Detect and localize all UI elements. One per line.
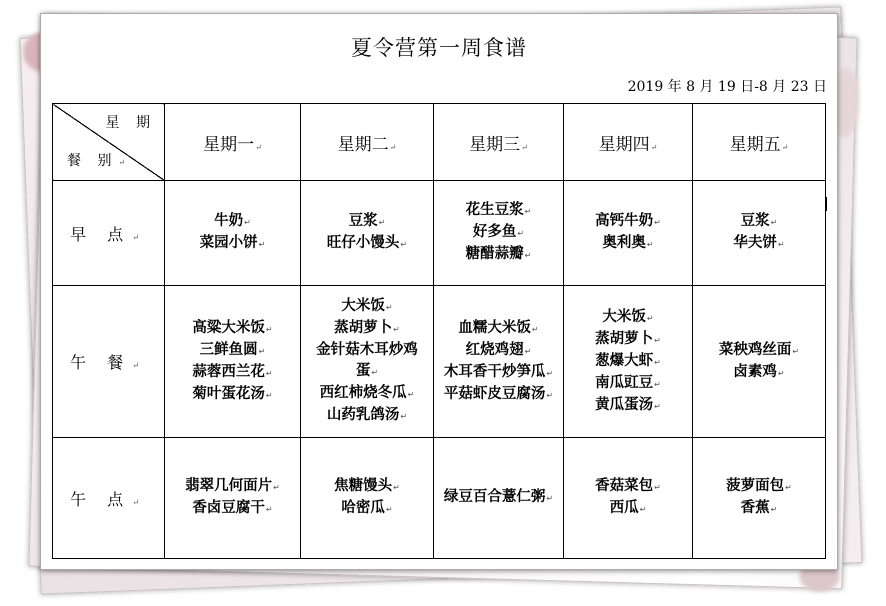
dish-item: 高钙牛奶↵: [595, 213, 661, 229]
dish-item: 翡翠几何面片↵: [185, 478, 280, 494]
meal-label: 午 点↵: [53, 438, 165, 559]
menu-cell: [165, 438, 301, 559]
menu-cell: [434, 181, 564, 286]
dish-item: 奥利奥↵: [602, 235, 654, 251]
dish-item: 华夫饼↵: [733, 235, 785, 251]
meal-row-breakfast: [53, 181, 826, 286]
dish-item: 西瓜↵: [609, 500, 647, 516]
dish-item: 红烧鸡翅↵: [465, 341, 532, 358]
dish-item: 蒸胡萝卜↵: [334, 320, 400, 336]
dish-item: 菜秧鸡丝面↵: [718, 341, 800, 358]
dish-item: 哈密瓜↵: [341, 500, 393, 516]
dish-item: 香蕉↵: [740, 500, 778, 516]
dish-item: 西红柿烧冬瓜↵: [319, 385, 415, 401]
menu-cell: [693, 181, 826, 286]
dish-item: 菜园小饼↵: [199, 235, 266, 251]
dish-item: 血糯大米饭↵: [458, 319, 539, 336]
dish-item: 大米饭↵: [341, 298, 393, 314]
day-header-monday: 星期一↵: [165, 104, 301, 181]
menu-cell: [165, 286, 301, 438]
dish-item: 平菇虾皮豆腐汤↵: [443, 385, 554, 402]
dish-item: 葱爆大虾↵: [595, 352, 661, 369]
dish-item: 绿豆百合薏仁粥↵: [443, 489, 554, 505]
dish-item: 山药乳鸽汤↵: [326, 407, 408, 423]
day-header-tuesday: 星期二↵: [301, 104, 434, 181]
dish-item: 牛奶↵: [214, 213, 251, 229]
table-corner-cell: [53, 104, 165, 181]
menu-cell: [434, 286, 564, 438]
corner-label-meal: 餐 别↵: [67, 153, 132, 169]
dish-item: 三鲜鱼圆↵: [199, 341, 266, 358]
dish-item: 南瓜豇豆↵: [595, 374, 661, 391]
dish-item: 大米饭↵: [602, 308, 654, 325]
corner-label-day: 星 期: [105, 115, 156, 131]
menu-document: [40, 13, 838, 570]
meal-row-afternoon-snack: [53, 438, 826, 559]
menu-table: [52, 103, 826, 559]
dish-item: 高粱大米饭↵: [192, 319, 273, 336]
day-header-friday: 星期五↵: [693, 104, 826, 181]
dish-item: 蛋↵: [355, 363, 379, 379]
dish-item: 金针菇木耳炒鸡: [316, 342, 418, 358]
meal-label: 早 点↵: [53, 181, 165, 286]
menu-cell: [301, 438, 434, 559]
dish-item: 卤素鸡↵: [733, 363, 785, 380]
dish-item: 豆浆↵: [740, 213, 778, 229]
dish-item: 木耳香干炒笋瓜↵: [443, 363, 554, 380]
dish-item: 蒸胡萝卜↵: [595, 330, 661, 347]
dish-item: 菠萝面包↵: [726, 478, 792, 494]
dish-item: 黄瓜蛋汤↵: [595, 396, 661, 413]
day-header-thursday: 星期四↵: [564, 104, 693, 181]
meal-row-lunch: [53, 286, 826, 438]
dish-item: 菊叶蛋花汤↵: [192, 385, 273, 402]
menu-cell: [693, 286, 826, 438]
menu-cell: [301, 286, 434, 438]
menu-cell: [693, 438, 826, 559]
dish-item: 蒜蓉西兰花↵: [192, 363, 273, 380]
menu-cell: [564, 181, 693, 286]
dish-item: 豆浆↵: [348, 213, 386, 229]
menu-cell: [564, 286, 693, 438]
menu-cell: [564, 438, 693, 559]
menu-cell: [165, 181, 301, 286]
menu-cell: [434, 438, 564, 559]
dish-item: 香菇菜包↵: [595, 478, 661, 494]
dish-item: 糖醋蒜瓣↵: [465, 246, 532, 262]
menu-cell: [301, 181, 434, 286]
dish-item: 香卤豆腐干↵: [192, 500, 273, 516]
dish-item: 好多鱼↵: [472, 224, 525, 240]
dish-item: 旺仔小馒头↵: [326, 235, 408, 251]
dish-item: 花生豆浆↵: [465, 202, 532, 218]
table-header-row: [53, 104, 826, 181]
meal-label: 午 餐↵: [53, 286, 165, 438]
dish-item: 焦糖馒头↵: [334, 478, 400, 494]
date-range: 2019 年 8 月 19 日-8 月 23 日: [627, 79, 827, 95]
day-header-wednesday: 星期三↵: [434, 104, 564, 181]
page-title: 夏令营第一周食谱: [351, 36, 527, 60]
